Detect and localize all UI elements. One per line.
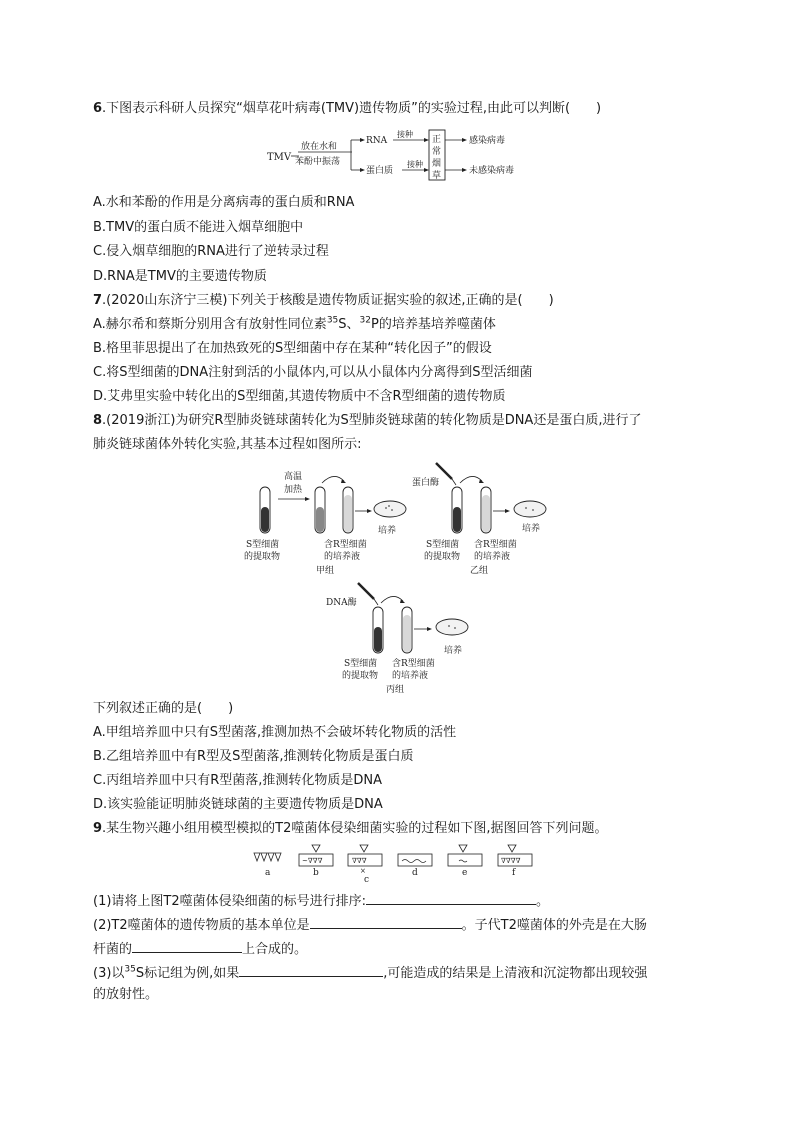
q6-number: 6 xyxy=(93,101,103,116)
q9-stem xyxy=(93,820,608,838)
q6-fig-rna: RNA xyxy=(366,136,388,146)
q8-fig-group-jia: 甲组 xyxy=(316,566,335,576)
q9-sub2b: 杆菌的 上合成的。 xyxy=(93,938,307,959)
q9-sub3: (3)以$^{35}$S标记组为例,如果 ,可能造成的结果是上清液和沉淀物都出现较强 xyxy=(93,962,647,983)
q8-stem-line2: 肺炎链球菌体外转化实验,其基本过程如图所示: xyxy=(93,437,362,452)
q7-stem xyxy=(93,292,554,310)
q6-fig-tobacco-3: 烟 xyxy=(432,159,442,169)
q9-stem-text: .某生物兴趣小组用模型模拟的T2噬菌体侵染细菌实验的过程如下图,据图回答下列问题。 xyxy=(102,821,608,836)
q9-sub1: (1)请将上图T2噬菌体侵染细菌的标号进行排序: 。 xyxy=(93,890,549,911)
svg-text:∇∇∇: ∇∇∇ xyxy=(352,857,367,865)
q9-sub2b-blank[interactable] xyxy=(132,938,242,953)
q6-fig-treat2: 苯酚中振荡 xyxy=(295,157,341,167)
q8-option-b: B.乙组培养皿中有R型及S型菌落,推测转化物质是蛋白质 xyxy=(93,749,414,764)
q9-fig-e xyxy=(448,845,482,866)
q9-fig-label-f: f xyxy=(512,868,516,878)
q7-option-c: C.将S型细菌的DNA注射到活的小鼠体内,可以从小鼠体内分离得到S型活细菌 xyxy=(93,365,533,380)
q7-number: 7 xyxy=(93,293,103,308)
q8-fig-medium1c: 含R型细菌 xyxy=(392,659,435,669)
q7-stem-text: .(2020山东济宁三模)下列关于核酸是遗传物质证据实验的叙述,正确的是( ) xyxy=(102,293,554,308)
q6-fig-inoc1: 接种 xyxy=(397,130,413,139)
q9-fig-b xyxy=(299,845,333,866)
q6-fig-treat1: 放在水和 xyxy=(301,142,338,152)
q8-fig-heat1: 高温 xyxy=(284,472,303,482)
svg-text:~∇∇∇: ~∇∇∇ xyxy=(302,857,323,865)
q8-fig-extract2c: 的提取物 xyxy=(342,671,379,681)
q8-fig-medium1b: 含R型细菌 xyxy=(474,540,517,550)
q7-option-a: A.赫尔希和蔡斯分别用含有放射性同位素$^{35}$S、$^{32}$P的培养基培养噬菌体 xyxy=(93,315,496,332)
q8-number: 8 xyxy=(93,413,103,428)
q8-fig-medium2b: 的培养液 xyxy=(474,552,511,562)
q9-sub2-blank[interactable] xyxy=(310,914,462,929)
q8-fig-extract1b: S型细菌 xyxy=(426,540,460,550)
q8-fig-group-bing: 丙组 xyxy=(386,685,405,695)
q7-option-b: B.格里菲思提出了在加热致死的S型细菌中存在某种“转化因子”的假设 xyxy=(93,341,492,356)
q8-stem-text: .(2019浙江)为研究R型肺炎链球菌转化为S型肺炎链球菌的转化物质是DNA还是蛋白质,进行了 xyxy=(102,413,642,428)
q6-fig-tobacco-4: 草 xyxy=(432,171,442,181)
svg-text:×: × xyxy=(360,867,366,875)
q6-fig-inoc2: 接种 xyxy=(407,160,423,169)
q8-option-a: A.甲组培养皿中只有S型菌落,推测加热不会破坏转化物质的活性 xyxy=(93,725,457,740)
q6-option-b: B.TMV的蛋白质不能进入烟草细胞中 xyxy=(93,220,304,235)
q8-option-c: C.丙组培养皿中只有R型菌落,推测转化物质是DNA xyxy=(93,773,383,788)
q8-option-d: D.该实验能证明肺炎链球菌的主要遗传物质是DNA xyxy=(93,797,383,812)
q8-transformation-figure xyxy=(240,455,570,695)
q6-fig-tobacco-2: 常 xyxy=(432,147,442,157)
q8-question: 下列叙述正确的是( ) xyxy=(93,701,234,716)
q6-fig-tobacco-1: 正 xyxy=(432,135,442,145)
q9-fig-label-e: e xyxy=(462,868,468,878)
q9-fig-label-a: a xyxy=(265,868,271,878)
q8-fig-extract2a: 的提取物 xyxy=(244,552,281,562)
q9-number: 9 xyxy=(93,821,103,836)
q9-sub2: (2)T2噬菌体的遗传物质的基本单位是 。子代T2噬菌体的外壳是在大肠 xyxy=(93,914,647,935)
q9-fig-label-d: d xyxy=(412,868,418,878)
q6-option-d: D.RNA是TMV的主要遗传物质 xyxy=(93,269,267,284)
q6-fig-tmv: TMV xyxy=(267,152,292,163)
q6-option-c: C.侵入烟草细胞的RNA进行了逆转录过程 xyxy=(93,244,329,259)
q8-fig-group-yi: 乙组 xyxy=(470,566,489,576)
q8-fig-heat2: 加热 xyxy=(284,485,303,495)
q6-option-a: A.水和苯酚的作用是分离病毒的蛋白质和RNA xyxy=(93,195,355,210)
q8-fig-protease: 蛋白酶 xyxy=(412,478,440,488)
q8-fig-extract2b: 的提取物 xyxy=(424,552,461,562)
q9-fig-f xyxy=(498,845,532,866)
q8-fig-culture2: 培养 xyxy=(522,524,541,534)
q9-sub3b: 的放射性。 xyxy=(93,987,159,1002)
q8-fig-medium2a: 的培养液 xyxy=(324,552,361,562)
q8-fig-culture3: 培养 xyxy=(444,646,463,656)
q9-sub3-blank[interactable] xyxy=(239,962,383,977)
q8-fig-medium1a: 含R型细菌 xyxy=(324,540,367,550)
q9-phage-model-figure xyxy=(252,843,542,889)
q7-option-d: D.艾弗里实验中转化出的S型细菌,其遗传物质中不含R型细菌的遗传物质 xyxy=(93,389,506,404)
q9-sub1-blank[interactable] xyxy=(366,890,536,905)
q8-fig-dnase: DNA酶 xyxy=(326,598,357,608)
svg-text:∇∇∇∇: ∇∇∇∇ xyxy=(501,857,521,865)
q8-fig-medium2c: 的培养液 xyxy=(392,671,429,681)
q8-stem-line1 xyxy=(93,412,641,430)
q6-stem-text: .下图表示科研人员探究“烟草花叶病毒(TMV)遗传物质”的实验过程,由此可以判断( ) xyxy=(102,101,602,116)
q8-fig-culture1: 培养 xyxy=(378,526,397,536)
q9-fig-d xyxy=(398,854,432,866)
q6-fig-not-infected: 未感染病毒 xyxy=(469,166,515,176)
q6-stem xyxy=(93,100,601,118)
q6-fig-protein: 蛋白质 xyxy=(366,166,394,176)
q8-fig-extract1a: S型细菌 xyxy=(246,540,280,550)
q9-fig-a xyxy=(254,853,281,861)
q8-fig-extract1c: S型细菌 xyxy=(344,659,378,669)
q6-fig-infected: 感染病毒 xyxy=(469,136,506,146)
q9-fig-label-b: b xyxy=(313,868,319,878)
q6-tmv-figure xyxy=(265,128,535,182)
q9-fig-label-c: c xyxy=(364,875,370,885)
q9-fig-c xyxy=(348,845,382,875)
